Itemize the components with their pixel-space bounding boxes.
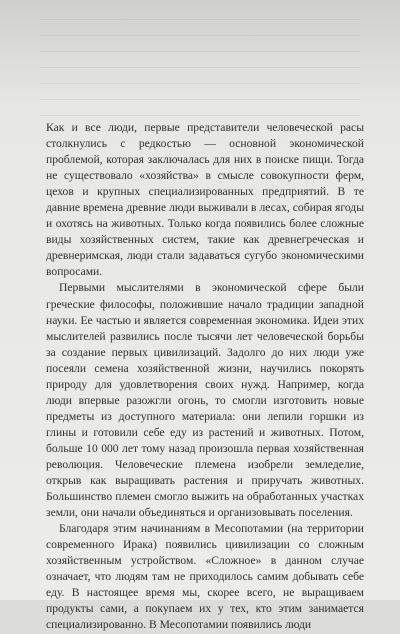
- body-text: [46, 120, 364, 634]
- bleed-through-text: [40, 10, 360, 120]
- paragraph-1: Как и все люди, первые представители человеческой расы столкнулись с редкостью — основной экономической проблемой, которая заключалась для них в поиске пищи. Тогда не существовало «хозяйства» в смысле совокупности ферм, цехов и крупных специализированных предприятий. В те давние времена древние люди выживали в лесах, собирая ягоды и охотясь на животных. Только когда появились более сложные виды хозяйственных систем, такие как древнегреческая и древнеримская, люди стали задаваться сугубо экономическими вопросами.: [46, 121, 364, 279]
- paragraph-2: Первыми мыслителями в экономической сфере были греческие философы, положившие начало традиции западной науки. Ее частью и является современная экономика. Идеи этих мыслителей развились после тысячи лет человеческой борьбы за создание первых цивилизаций. Задолго до них люди уже посеяли семена хозяйственной жизни, научились покорять природу для удовлетворения своих нужд. Например, когда люди впервые разожгли огонь, то смогли изготовить новые предметы из доступного материала: они лепили горшки из глины и готовили себе еду из растений и животных. Потом, больше 10 000 лет тому назад произошла первая хозяйственная революция. Человеческие племена изобрели земледелие, открыв как выращивать растения и приручать животных. Большинство племен смогло выжить на обработанных участках земли, они начали объединяться и организовывать поселения.: [46, 281, 364, 520]
- paragraph-3: Благодаря этим начинаниям в Месопотамии (на территории современного Ирака) появились цивилизации со сложным хозяйственным устройством. «Сложное» в данном случае означает, что людям там не приходилось самим добывать себе еду. В настоящее время мы, скорее всего, не выращиваем продукты сами, а покупаем их у тех, кто этим занимается специализированно. В Месопотамии появились люди: [46, 522, 364, 632]
